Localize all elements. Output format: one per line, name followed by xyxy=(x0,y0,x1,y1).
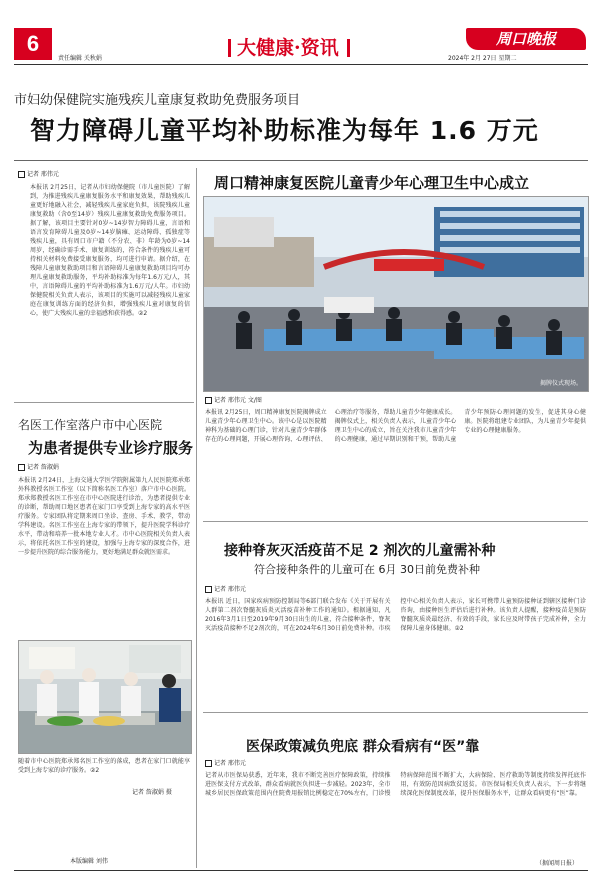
hospital-staff-photo xyxy=(19,641,191,753)
section-bar-left xyxy=(228,39,231,57)
page-number-box xyxy=(14,28,52,60)
editor-credit: 责任编辑 关秋娟 xyxy=(58,55,102,62)
article5-byline-text: 记者 邢伟元 xyxy=(214,760,246,767)
article2-caption: 随着市中心医院郑承郑名医工作室的落成，患者在家门口就能享受到上海专家的诊疗服务。②2 xyxy=(18,758,190,774)
section-bar-right xyxy=(347,39,350,57)
lead-body: 本报讯 2月25日，记者从市妇幼保健院（市儿童医院）了解到，为推进残疾儿童康复服务水平和康复效果，帮助残疾儿童更好地融入社会，减轻残疾儿童家庭负担，该院残疾儿童康复救助（含0至14岁）残疾儿童康复救助免费服务项目。据了解，该项目主要针对0岁~14岁智力障碍儿童，言语和语言发育障碍儿童及0岁~14岁脑瘫、运动障碍、孤独症等残疾儿童，具有周口市户籍（不分农、非）年龄为0岁~14周岁，经确诊需手术、康复训练的，符合条件的残疾儿童可持相关材料免费接受康复服务，均可进行申请。据介绍，在残障儿童康复救助项目和言语障碍儿童康复救助项目均可办理儿童康复救助服务，平均补助标准为每年1.6万元/人，其中，言语障碍儿童的平均补助标准为1.6万元/人年。市妇幼保健院相关负责人表示，该项目的实施可以减轻残疾儿童家庭在康复训练方面的经济负担，增强残疾儿童对康复的信心，使广大残疾儿童的幸福感和获得感。②2 xyxy=(30,184,190,317)
ceremony-photo xyxy=(204,197,588,391)
article5-byline xyxy=(205,758,246,767)
article4-byline-text: 记者 邢伟元 xyxy=(214,586,246,593)
article5-body: 记者从市医保局获悉，近年来，我市不断完善医疗保障政策，持续推进医保支付方式改革，群众看病就医负担进一步减轻。2023年，全市城乡居民医保政策范围内住院费用报销比例稳定在70%左右，门诊慢特病保障范围不断扩大，大病保险、医疗救助等制度持续发挥托底作用，有效防范因病致贫返贫。市医保局相关负责人表示，下一步将继续深化医保制度改革，提升医保服务水平，让群众看病更有“医”靠。 xyxy=(205,772,586,797)
page-number: 6 xyxy=(26,31,40,56)
paper-name: 周口晚报 xyxy=(495,30,556,48)
article3-headline: 周口精神康复医院儿童青少年心理卫生中心成立 xyxy=(214,174,530,192)
article4-byline xyxy=(205,584,246,593)
section-title xyxy=(228,33,350,60)
article5-footnote: （据闻周日报） xyxy=(536,860,579,867)
footer-editor: 本版编辑 刘伟 xyxy=(70,858,108,865)
page-header xyxy=(0,0,600,70)
article2-top-rule xyxy=(14,402,194,403)
paper-logo xyxy=(466,28,586,50)
byline-marker xyxy=(205,760,212,767)
article3-photo xyxy=(203,196,589,392)
article3-byline-text: 记者 邢伟元 文/图 xyxy=(214,397,262,404)
article2-body: 本报讯 2月24日，上海交通大学医学院附属第九人民医院郑承郑外科教授名医工作室（以下简称名医工作室）落户市中心医院。郑承郑教授名医工作室在市中心医院进行诊治，为患者提供专业的诊断，帮助周口地区患者在家门口享受到上海专家的高水平医疗服务。专家团队将定期来周口坐诊、查房、手术、教学，带动学科建设。名医工作室在上海专家的带领下，提升医院学科诊疗水平，带动和培养一批本地专业人才。市中心医院相关负责人表示，将依托名医工作室的建设，加强与上海专家的深度合作，进一步提升医院的综合服务能力，更好地满足群众就医需求。 xyxy=(18,477,190,556)
section-title-text: 大健康·资讯 xyxy=(237,37,339,59)
article2-headline: 为患者提供专业诊疗服务 xyxy=(28,439,194,457)
article2-byline-text: 记者 詹淑娟 xyxy=(27,464,59,471)
footer-rule xyxy=(14,870,588,871)
byline-marker xyxy=(205,397,212,404)
article2-kicker: 名医工作室落户市中心医院 xyxy=(18,418,163,432)
article3-photo-label: 揭牌仪式现场。 xyxy=(539,380,582,387)
article3-bottom-rule xyxy=(203,521,588,522)
byline-marker xyxy=(18,171,25,178)
issue-date: 2024年 2月 27日 星期二 xyxy=(448,55,517,62)
byline-marker xyxy=(205,586,212,593)
article2-photo xyxy=(18,640,192,754)
article4-bottom-rule xyxy=(203,712,588,713)
article2-credit: 记者 詹淑娟 摄 xyxy=(132,789,172,796)
article4-body: 本报讯 近日，国家疾病预防控制局等6部门联合发布《关于开展有关人群第二剂次脊髓灰质炎灭活疫苗补种工作的通知》。根据通知，凡2016年3月1日至2019年9月30日出生的儿童，符合接种条件，脊灰灭活疫苗接种不足2剂次的，可在2024年6月30日前免费补种。市疾控中心相关负责人表示，家长可携带儿童预防接种证到辖区接种门诊咨询，由接种医生评估后进行补种。该负责人提醒，接种疫苗是预防脊髓灰质炎最经济、有效的手段，家长应及时带孩子完成补种，全力保障儿童身体健康。②2 xyxy=(205,598,586,632)
lead-headline: 智力障碍儿童平均补助标准为每年 1.6 万元 xyxy=(30,116,539,145)
article5-headline: 医保政策减负兜底 群众看病有“医”靠 xyxy=(246,739,480,755)
byline-marker xyxy=(18,464,25,471)
article3-byline xyxy=(205,395,262,404)
lead-kicker: 市妇幼保健院实施残疾儿童康复救助免费服务项目 xyxy=(14,93,301,108)
article2-byline xyxy=(18,462,59,471)
lead-rule xyxy=(14,160,588,161)
header-rule xyxy=(14,64,588,65)
article3-body: 本报讯 2月25日，周口精神康复医院揭牌成立儿童青少年心理卫生中心。该中心是以医院精神科为基础的心理门诊，针对儿童青少年群体存在的心理问题，开展心理咨询、心理评估、心理治疗等服务，帮助儿童青少年健康成长。揭牌仪式上，相关负责人表示，儿童青少年心理卫生中心的成立，旨在关注我市儿童青少年的心理健康，通过早期识别和干预，帮助儿童青少年预防心理问题的发生，促进其身心健康。医院将组建专业团队，为儿童青少年提供专业的心理健康服务。 xyxy=(205,409,586,443)
lead-byline xyxy=(18,169,59,178)
article4-subhead: 符合接种条件的儿童可在 6月 30日前免费补种 xyxy=(254,563,480,576)
left-col-divider xyxy=(196,168,197,868)
lead-byline-text: 记者 邢伟元 xyxy=(27,171,59,178)
article4-headline: 接种脊灰灭活疫苗不足 2 剂次的儿童需补种 xyxy=(224,543,496,559)
